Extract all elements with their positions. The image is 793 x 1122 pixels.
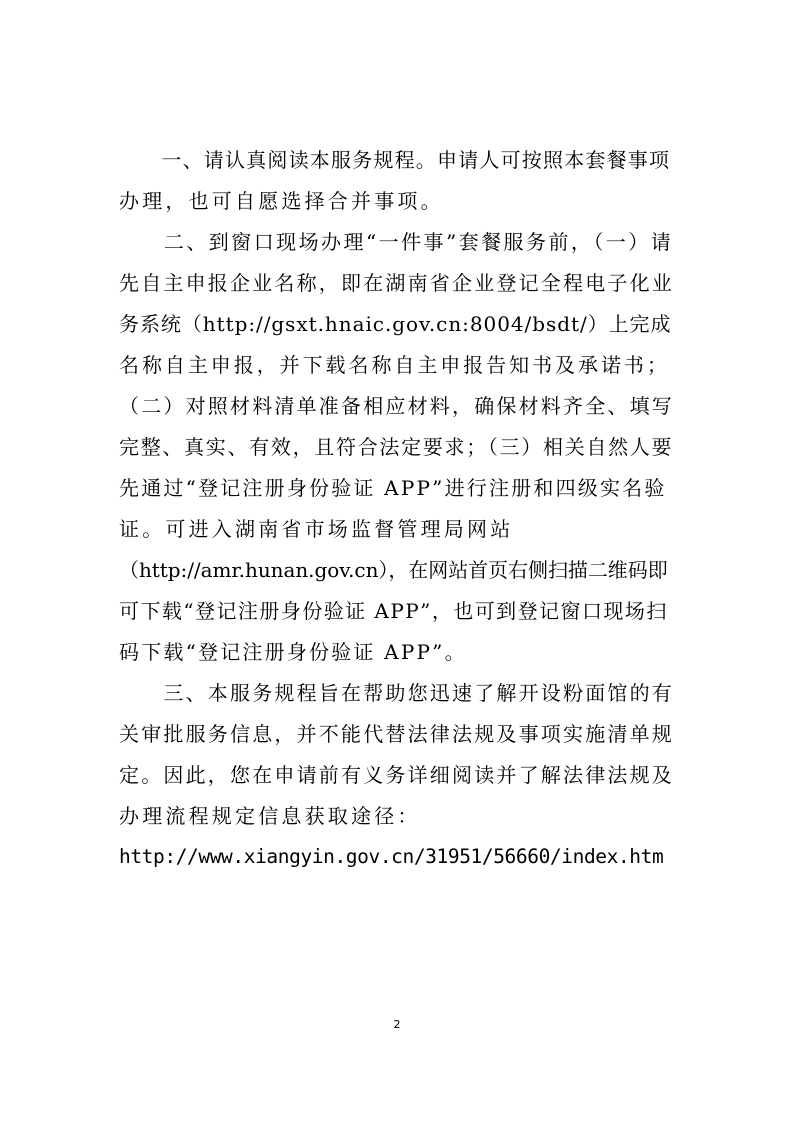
reference-url: http://www.xiangyin.gov.cn/31951/56660/index.htm (119, 845, 664, 868)
paragraph-line: 办理，也可自愿选择合并事项。 (119, 189, 444, 213)
paragraph-line: 先通过“登记注册身份验证 APP”进行注册和四级实名验 (119, 476, 667, 500)
paragraph-line: （http://amr.hunan.gov.cn），在网站首页右侧扫描二维码即 (119, 558, 668, 582)
paragraph-line: 完整、真实、有效，且符合法定要求；（三）相关自然人要 (119, 435, 674, 459)
paragraph-line: 码下载“登记注册身份验证 APP”。 (119, 640, 467, 664)
paragraph-line: 三、本服务规程旨在帮助您迅速了解开设粉面馆的有 (119, 681, 674, 705)
paragraph-line: 一、请认真阅读本服务规程。申请人可按照本套餐事项 (119, 148, 671, 172)
paragraph-line: 定。因此，您在申请前有义务详细阅读并了解法律法规及 (119, 763, 674, 787)
paragraph-line: 二、到窗口现场办理“一件事”套餐服务前，（一）请 (119, 230, 674, 254)
paragraph-line: 证。可进入湖南省市场监督管理局网站 (119, 517, 514, 541)
paragraph-line: 名称自主申报，并下载名称自主申报告知书及承诺书； (119, 353, 670, 377)
paragraph-line: 办理流程规定信息获取途径： (119, 804, 421, 828)
paragraph-line: 关审批服务信息，并不能代替法律法规及事项实施清单规 (119, 722, 674, 746)
paragraph-line: （二）对照材料清单准备相应材料，确保材料齐全、填写 (119, 394, 674, 418)
page-number: 2 (393, 1018, 401, 1031)
paragraph-line: 可下载“登记注册身份验证 APP”，也可到登记窗口现场扫 (119, 599, 668, 623)
paragraph-line: 先自主申报企业名称，即在湖南省企业登记全程电子化业 (119, 271, 674, 295)
paragraph-line: 务系统（http://gsxt.hnaic.gov.cn:8004/bsdt/）上完成 (119, 312, 672, 336)
